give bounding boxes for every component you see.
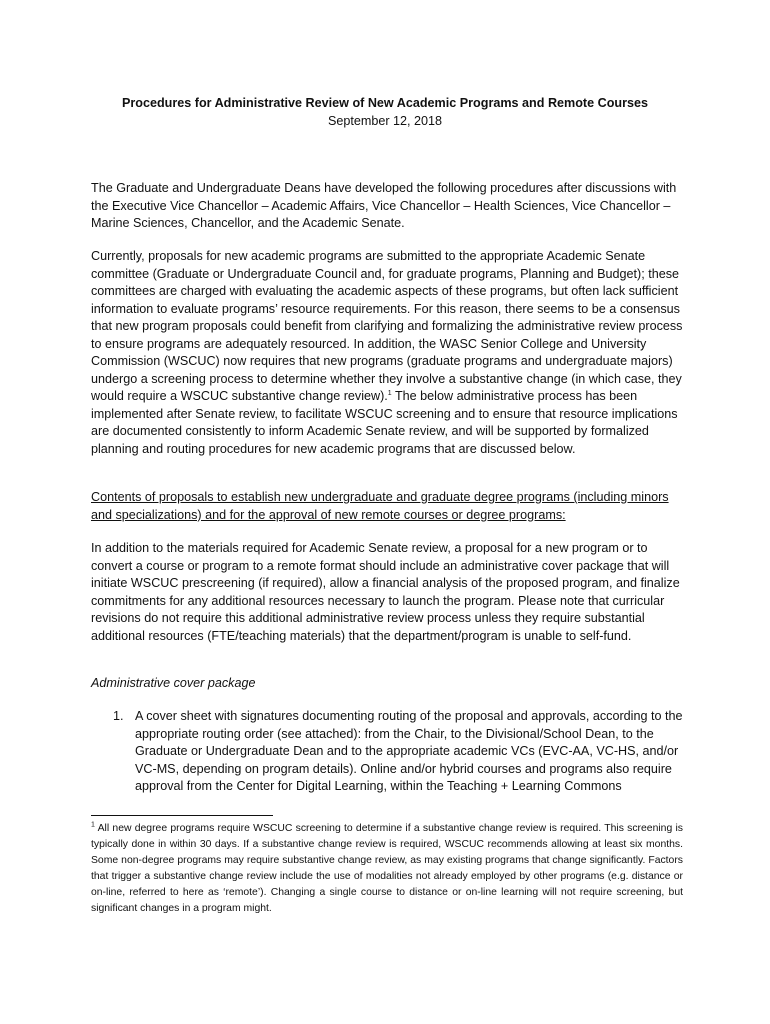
list-item-number: 1. — [113, 709, 124, 723]
cover-package-subheading: Administrative cover package — [91, 676, 256, 690]
footnote-marker: 1 — [91, 821, 95, 829]
document-title: Procedures for Administrative Review of New Academic Programs and Remote Courses — [121, 96, 649, 110]
section-heading: Contents of proposals to establish new undergraduate and graduate degree programs (including minors and specializations) and for the approval of new remote courses or degree programs: — [91, 490, 669, 522]
footnote-reference: 1 — [387, 389, 392, 397]
intro-paragraph: The Graduate and Undergraduate Deans have developed the following procedures after discussions with the Executive Vice Chancellor – Academic Affairs, Vice Chancellor – Health Sciences, Vice Chancellor – Marine Sciences, Chancellor, and the Academic Senate. — [91, 181, 677, 230]
list-item-text: A cover sheet with signatures documenting routing of the proposal and approvals, according to the appropriate routing order (see attached): from the Chair, to the Divisional/School Dean, to the Graduate or Undergraduate Dean and to the appropriate academic VCs (EVC-AA, VC-HS, and/or VC-MS, depending on program details). Online and/or hybrid courses and programs also require approval from the Center for Digital Learning, within the Teaching + Learning Commons — [135, 709, 683, 793]
footnote-text: All new degree programs require WSCUC screening to determine if a substantive change review is required. This screening is typically done in within 30 days. If a substantive change review is required, WSCUC recommends allowing at least six months. Some non-degree programs may require substantive change review, as may existing programs that change significantly. Factors that trigger a substantive change review include the use of modalities not already employed by other programs (e.g. distance or on-line, referred to here as ‘remote’). Changing a single course to distance or on-line learning will not require screening, but significant changes in a program might. — [91, 823, 683, 914]
paragraph-text-part-1: Currently, proposals for new academic programs are submitted to the appropriate Academic Senate committee (Graduate or Undergraduate Council and, for graduate programs, Planning and Budget); these committees are charged with evaluating the academic aspects of these programs, but often lack sufficient information to evaluate programs’ resource requirements. For this reason, there seems to be a consensus that new program proposals could benefit from clarifying and formalizing the administrative review process to ensure programs are adequately resourced. In addition, the WASC Senior College and University Commission (WSCUC) now requires that new programs (graduate programs and undergraduate majors) undergo a screening process to determine whether they involve a substantive change (in which case, they would require a WSCUC substantive change review). — [91, 249, 683, 403]
materials-paragraph: In addition to the materials required for Academic Senate review, a proposal for a new program or to convert a course or program to a remote format should include an administrative cover package that will initiate WSCUC prescreening (if required), allow a financial analysis of the proposed program, and finalize commitments for any additional resources necessary to launch the program. Please note that curricular revisions do not require this additional administrative review process unless they require substantial additional resources (FTE/teaching materials) that the department/program is unable to self-fund. — [91, 541, 680, 643]
list-item — [113, 708, 687, 796]
document-date: September 12, 2018 — [327, 114, 443, 128]
footnote — [91, 821, 683, 917]
paragraph-text-part-2: The below administrative process has been implemented after Senate review, to facilitate WSCUC screening and to ensure that resource implications are documented consistently to inform Academic Senate review, and will be supported by formalized planning and routing procedures for new academic programs that are discussed below. — [91, 389, 678, 456]
footnote-divider — [91, 815, 273, 816]
current-process-paragraph — [91, 248, 687, 458]
